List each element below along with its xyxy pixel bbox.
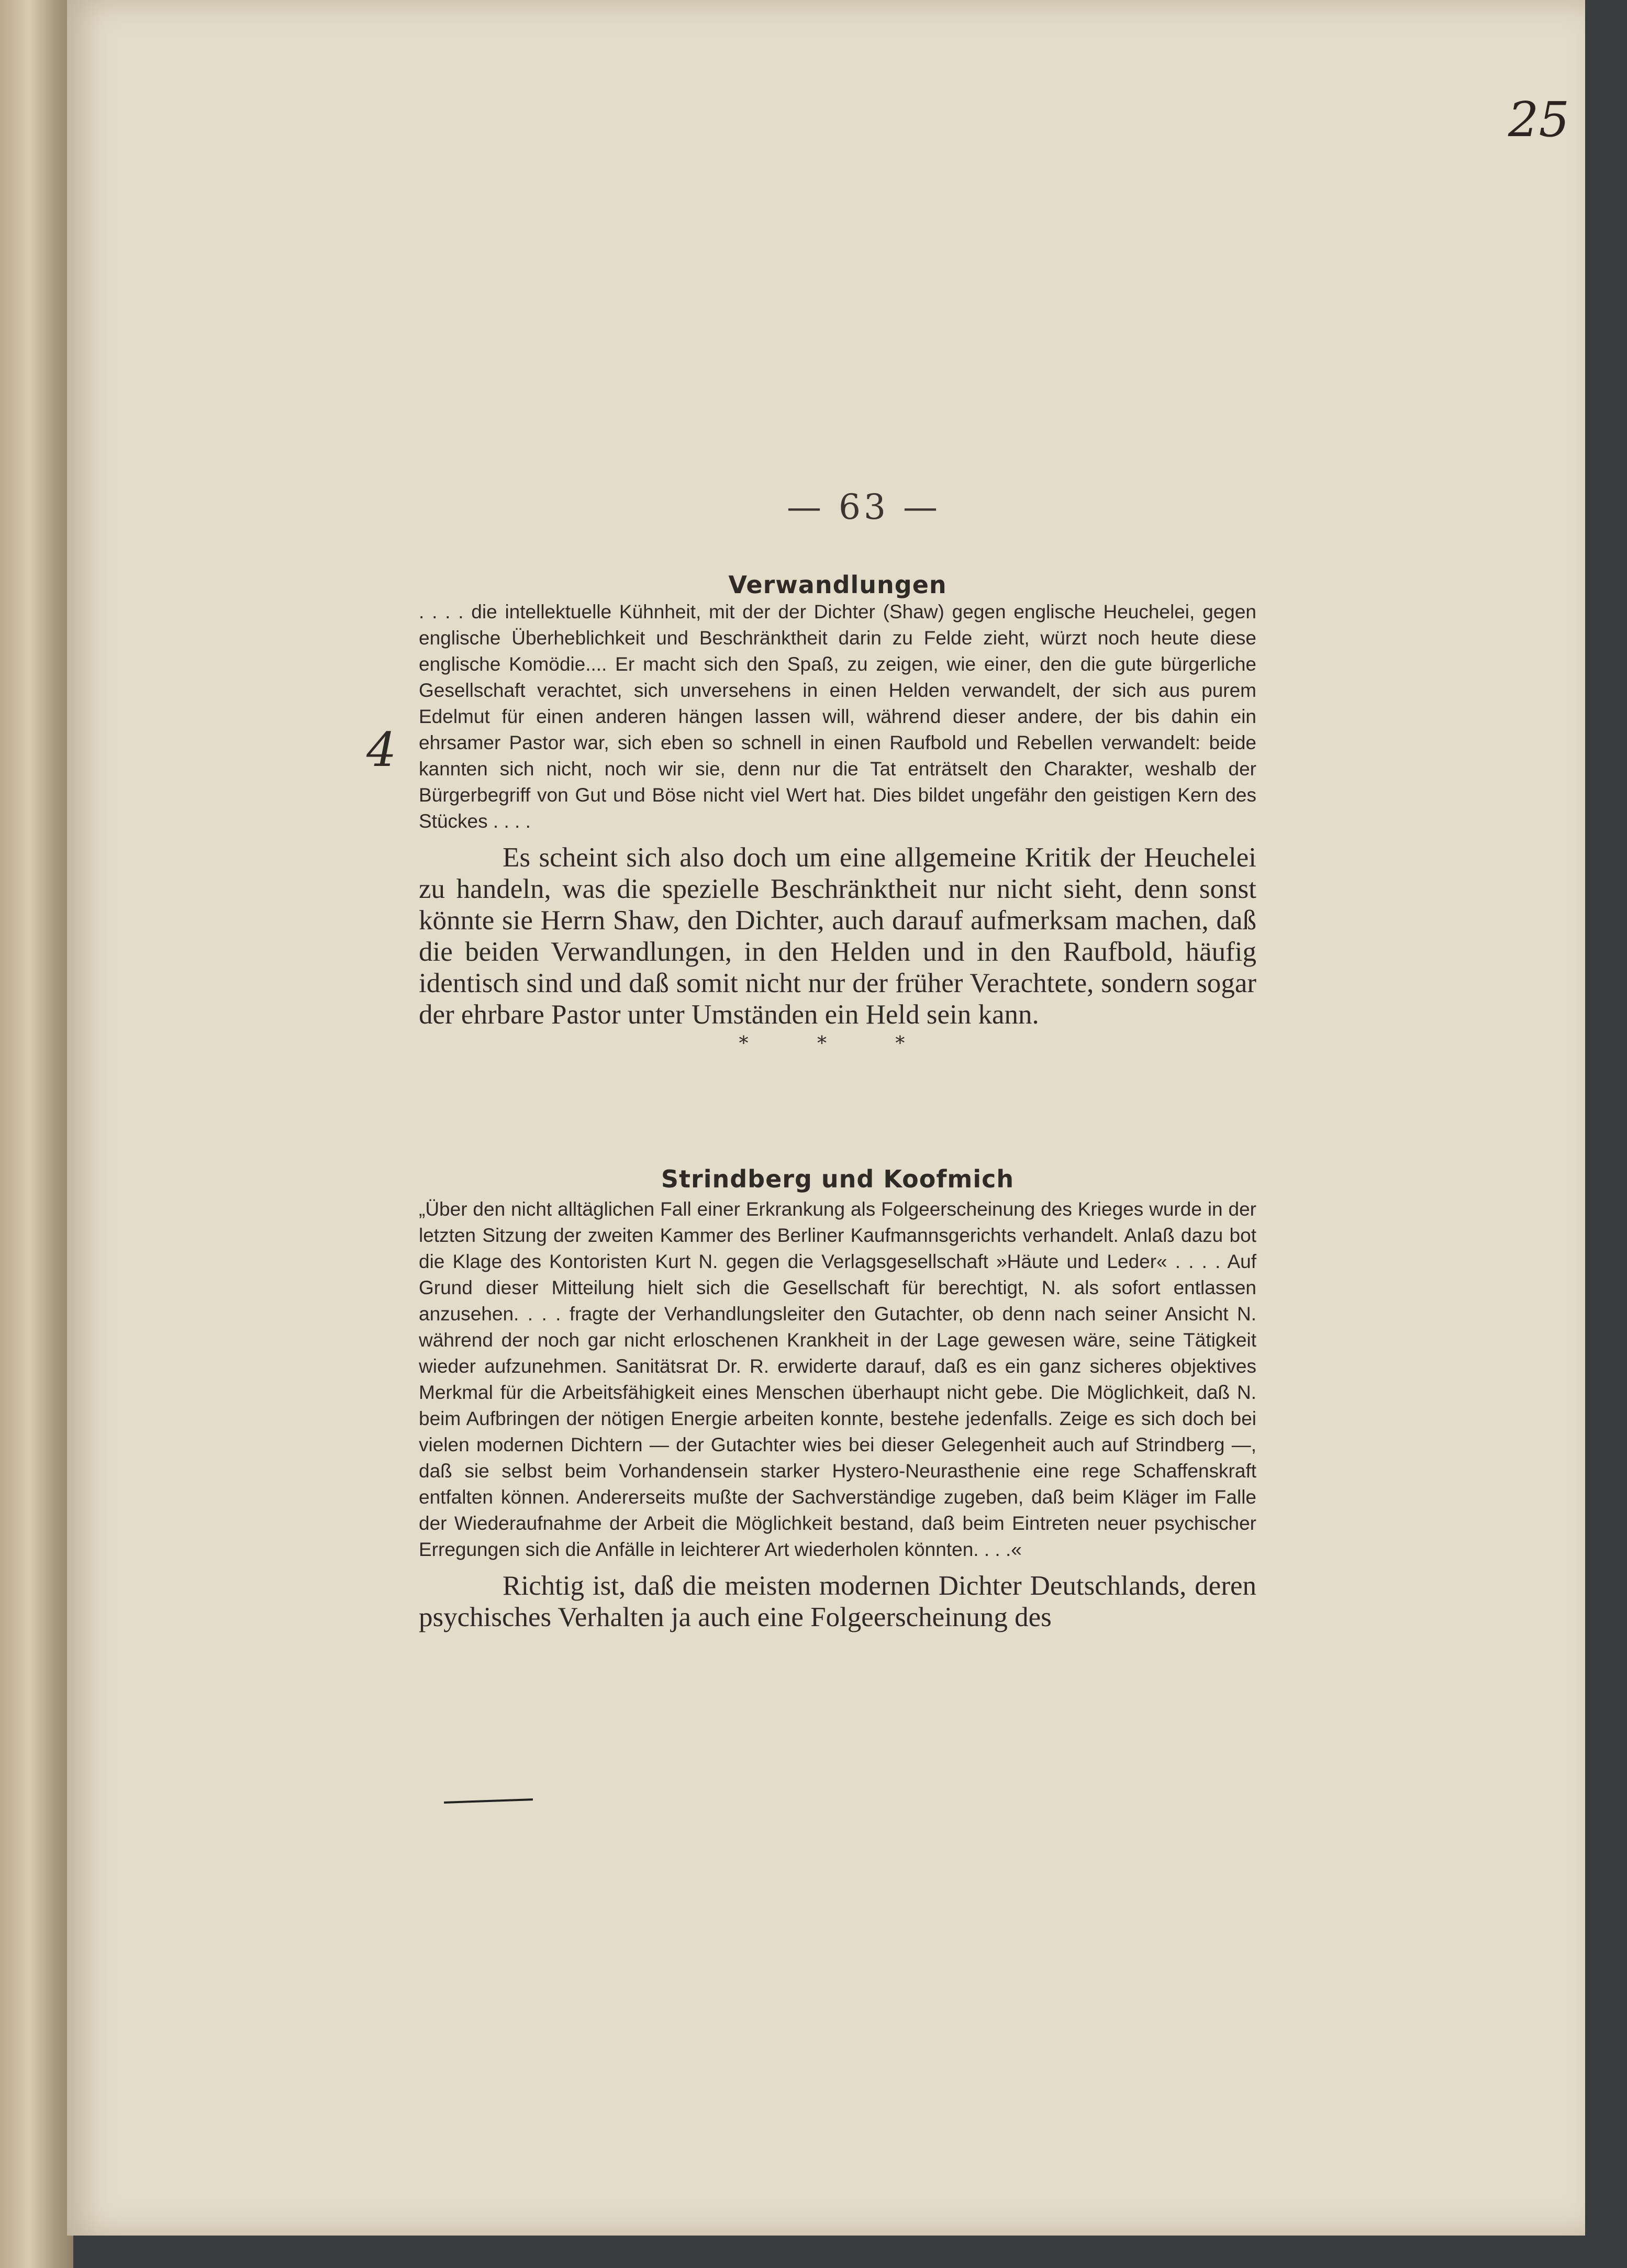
section-title: Verwandlungen — [728, 571, 947, 599]
margin-note: 4 — [366, 722, 397, 777]
document-page — [67, 0, 1585, 2236]
quote-paragraph: „Über den nicht alltäglichen Fall einer Erkrankung als Folgeerscheinung des Krieges wurde in der letzten Sitzung der zweiten Kammer des Berliner Kaufmannsgerichts verhandelt. Anlaß dazu bot die Klage des Kontoristen Kurt N. gegen die Verlagsgesellschaft »Häute und Leder« . . . . Auf Grund dieser Mitteilung hielt sich die Gesellschaft für berechtigt, N. als sofort entlassen anzusehen. . . . fragte der Verhandlungsleiter den Gutachter, ob denn nach seiner Ansicht N. während der noch gar nicht erloschenen Krankheit in der Lage gewesen wäre, seine Tätigkeit wieder aufzunehmen. Sanitätsrat Dr. R. erwiderte darauf, daß es ein ganz sicheres objektives Merkmal für die Arbeitsfähigkeit eines Menschen überhaupt nicht gebe. Die Möglichkeit, daß N. beim Aufbringen der nötigen Energie arbeiten konnte, bestehe jedenfalls. Zeige es sich doch bei vielen modernen Dichtern — der Gutachter wies bei dieser Gelegenheit auch auf Strindberg —, daß sie selbst beim Vorhandensein starker Hystero-Neurasthenie eine rege Schaffenskraft entfalten können. Andererseits mußte der Sachverständige zugeben, daß beim Kläger im Falle der Wiederaufnahme der Arbeit die Möglichkeit bestand, daß beim Eintreten neuer psychischer Erregungen sich die Anfälle in leichterer Art wiederholen könnten. . . .« — [419, 1198, 1256, 1560]
printed-page-number: — 63 — — [787, 487, 941, 527]
section-verwandlungen — [419, 571, 1256, 1054]
commentary-paragraph: Richtig ist, daß die meisten modernen Dichter Deutschlands, deren psychisches Verhalten ja auch eine Folgeerscheinung des — [419, 1571, 1256, 1632]
handwritten-page-number: 25 — [1508, 92, 1569, 148]
section-title: Strindberg und Koofmich — [661, 1165, 1015, 1193]
commentary-paragraph: Es scheint sich also doch um eine allgemeine Kritik der Heuchelei zu handeln, was die spezielle Beschränktheit nur nicht sieht, denn sonst könnte sie Herrn Shaw, den Dichter, auch darauf aufmerksam machen, daß die beiden Verwandlungen, in den Helden und in den Raufbold, häufig identisch sind und daß somit nicht nur der früher Verachtete, sondern sogar der ehrbare Pastor unter Umständen ein Held sein kann. — [419, 842, 1256, 1030]
quote-paragraph: . . . . die intellektuelle Kühnheit, mit der der Dichter (Shaw) gegen englische Heuchelei, gegen englische Überheblichkeit und Beschränktheit darin zu Felde zieht, würzt noch heute diese englische Komödie.... Er macht sich den Spaß, zu zeigen, wie einer, den die gute bürgerliche Gesellschaft verachtet, sich unversehens in einen Helden verwandelt, der sich aus purem Edelmut für einen anderen hängen lassen will, während dieser andere, der bis dahin ein ehrsamer Pastor war, sich eben so schnell in einen Raufbold und Rebellen verwandelt: beide kannten sich nicht, noch wir sie, denn nur die Tat enträtselt den Charakter, weshalb der Bürgerbegriff von Gut und Böse nicht viel Wert hat. Dies bildet ungefähr den geistigen Kern des Stückes . . . . — [419, 601, 1256, 832]
section-separator: * * * — [739, 1033, 937, 1054]
book-spine — [0, 0, 73, 2268]
section-strindberg — [419, 1165, 1256, 1633]
